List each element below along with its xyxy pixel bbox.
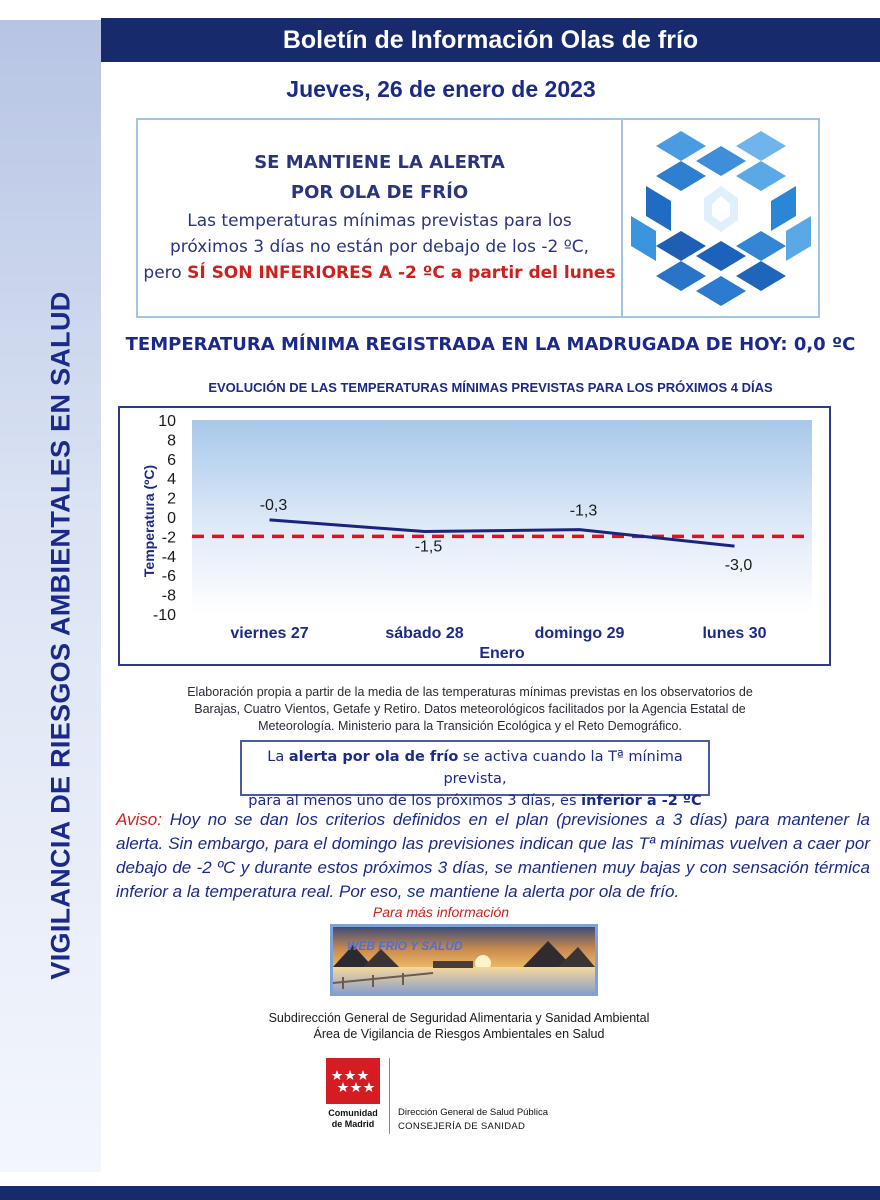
source-line1: Elaboración propia a partir de la media de las temperaturas mínimas previstas en los observatorios de	[187, 685, 753, 699]
x-tick-label: viernes 27	[230, 625, 309, 642]
aviso-paragraph	[116, 808, 870, 904]
alert-body-prefix: pero	[143, 263, 188, 283]
min-temperature-today: TEMPERATURA MÍNIMA REGISTRADA EN LA MADRUGADA DE HOY: 0,0 ºC	[125, 334, 856, 355]
alert-body-line1: Las temperaturas mínimas previstas para los	[187, 211, 572, 231]
aviso-text: Hoy no se dan los criterios definidos en el plan (previsiones a 3 días) para mantener la alerta. Sin embargo, para el domingo las previsiones indican que las Tª mínimas vuelven a caer por debajo de -2 ºC y durante estos próximos 3 días, se mantienen muy bajas y con sensación térmica inferior a la temperatura real. Por eso, se mantiene la alerta por ola de frío.	[116, 810, 870, 901]
alert-emphasis: SÍ SON INFERIORES A -2 ºC a partir del lunes	[187, 263, 616, 283]
criteria-text3: para al menos uno de los próximos 3 días, es	[248, 793, 582, 809]
subdir-line2: Área de Vigilancia de Riesgos Ambientales en Salud	[313, 1027, 605, 1041]
sidebar-top-gap	[0, 0, 101, 20]
data-label: -1,5	[414, 538, 443, 556]
x-axis-label: Enero	[479, 645, 525, 662]
footer-bar	[0, 1186, 880, 1200]
logo-name-line1: Comunidad	[328, 1108, 378, 1118]
criteria-bold1: alerta por ola de frío	[288, 749, 459, 765]
subdir-line1: Subdirección General de Seguridad Alimentaria y Sanidad Ambiental	[268, 1011, 650, 1025]
y-tick-label: -10	[152, 607, 176, 624]
alert-title-line2: POR OLA DE FRÍO	[290, 182, 469, 203]
alert-body-line2: próximos 3 días no están por debajo de los -2 ºC,	[169, 237, 590, 257]
web-frio-salud-link[interactable]	[330, 924, 598, 996]
alert-body-line3	[138, 260, 621, 286]
y-tick-label: -6	[161, 568, 176, 586]
alert-text	[138, 148, 621, 286]
y-tick-label: -2	[161, 529, 176, 547]
x-tick-label: sábado 28	[385, 625, 464, 642]
logo-dept-line2: CONSEJERÍA DE SANIDAD	[398, 1121, 526, 1132]
y-tick-label: 10	[158, 413, 176, 430]
data-label: -0,3	[259, 496, 288, 514]
y-tick-label: 0	[167, 510, 176, 527]
data-label: -3,0	[724, 557, 753, 575]
y-axis-label: Temperatura (ºC)	[141, 464, 157, 578]
logo-divider	[389, 1058, 390, 1134]
y-tick-label: -4	[161, 548, 176, 566]
criteria-line1	[242, 746, 708, 790]
data-label: -1,3	[569, 502, 598, 520]
comunidad-madrid-flag-logo	[326, 1058, 380, 1104]
logo-name	[322, 1108, 384, 1130]
source-note	[150, 684, 790, 735]
source-line3: Meteorología. Ministerio para la Transición Ecológica y el Reto Demográfico.	[258, 719, 682, 733]
y-tick-label: 2	[167, 490, 176, 508]
web-link-label[interactable]: WEB FRÍO Y SALUD	[347, 939, 463, 953]
aviso-label: Aviso:	[116, 810, 162, 829]
y-tick-label: 8	[167, 432, 176, 450]
more-info-label: Para más información	[372, 904, 510, 920]
source-line2: Barajas, Cuatro Vientos, Getafe y Retiro. Datos meteorológicos facilitados por la Agencia Estatal de	[194, 702, 746, 716]
winter-landscape-image	[333, 927, 595, 993]
logo-name-line2: de Madrid	[331, 1119, 375, 1129]
chart-title: EVOLUCIÓN DE LAS TEMPERATURAS MÍNIMAS PREVISTAS PARA LOS PRÓXIMOS 4 DÍAS	[208, 380, 773, 395]
alert-title-line1: SE MANTIENE LA ALERTA	[254, 152, 505, 173]
plot-area	[192, 420, 812, 614]
sidebar-title: VIGILANCIA DE RIESGOS AMBIENTALES EN SALUD	[45, 291, 76, 980]
x-tick-label: lunes 30	[702, 625, 767, 642]
header-title: Boletín de Información Olas de frío	[101, 18, 880, 62]
criteria-bold2: inferior a -2 ºC	[581, 793, 702, 809]
snowflake-icon	[626, 126, 816, 317]
y-tick-label: 4	[167, 471, 176, 489]
temperature-chart	[118, 406, 831, 666]
criteria-text1: La	[267, 749, 289, 765]
y-tick-label: 6	[167, 451, 176, 469]
alert-box	[136, 118, 820, 318]
logo-dept-line1: Dirección General de Salud Pública	[398, 1107, 548, 1118]
x-tick-label: domingo 29	[534, 625, 625, 642]
alert-divider	[621, 120, 623, 316]
criteria-text2: se activa cuando la Tª mínima prevista,	[443, 749, 683, 787]
subdireccion	[101, 1010, 817, 1042]
alert-criteria-box	[240, 740, 710, 809]
bulletin-date: Jueves, 26 de enero de 2023	[286, 76, 596, 102]
chart-svg	[120, 408, 833, 668]
y-tick-label: -8	[161, 587, 176, 605]
